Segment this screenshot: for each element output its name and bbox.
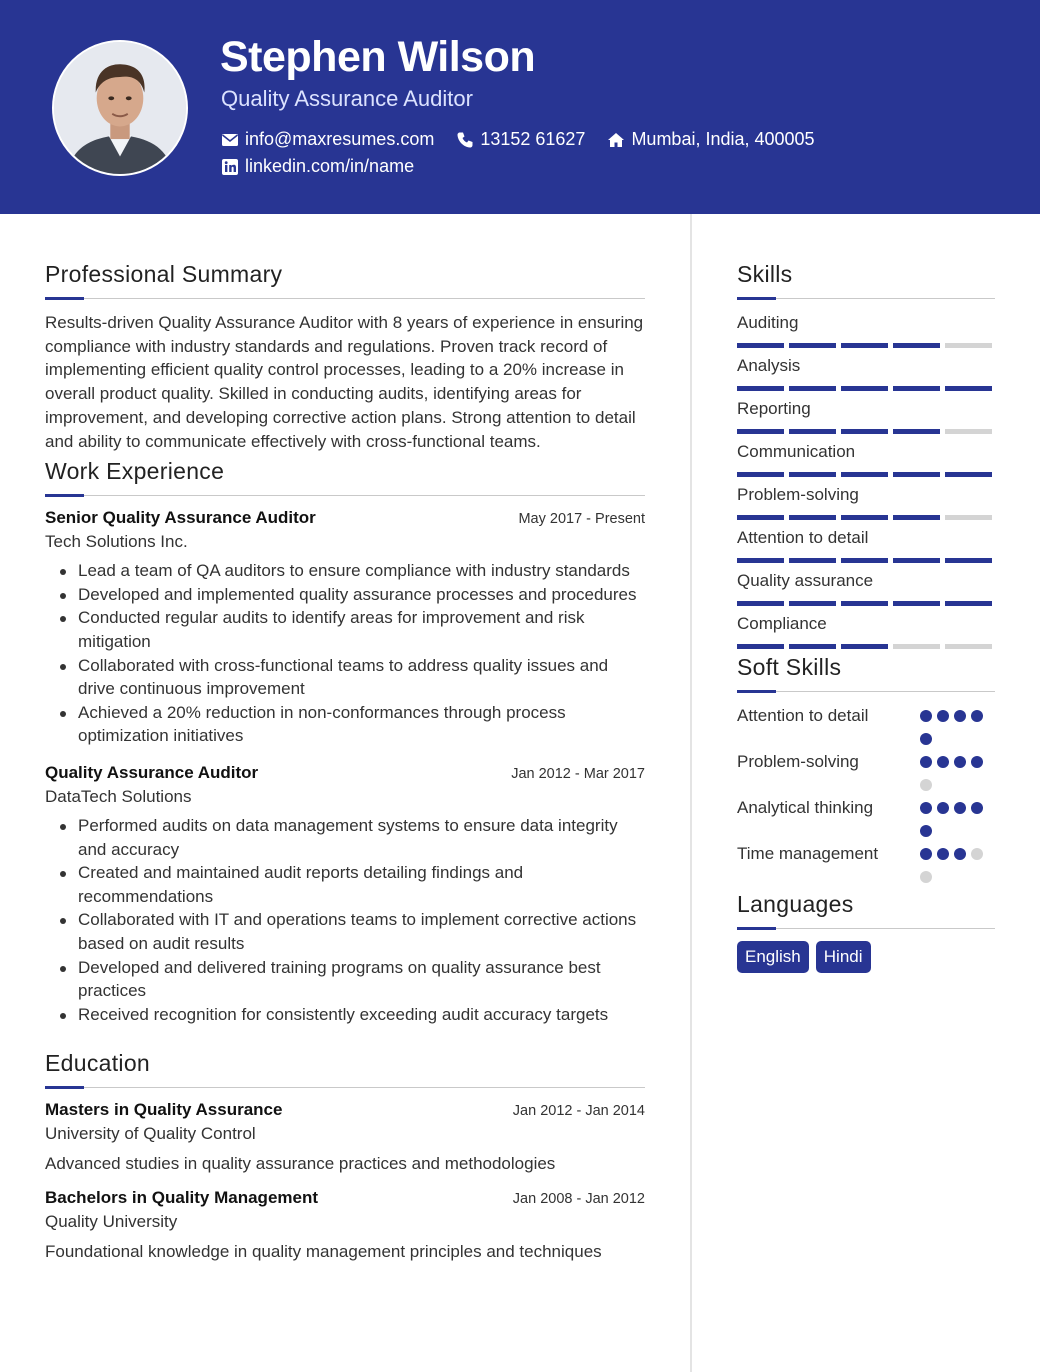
education-header (45, 1188, 645, 1208)
job-bullets (45, 559, 645, 748)
linkedin-text: linkedin.com/in/name (245, 156, 415, 176)
skill-level-segment (893, 515, 940, 520)
side-column (737, 258, 995, 973)
school-name: University of Quality Control (45, 1124, 256, 1144)
column-divider (690, 214, 692, 1372)
job-dates: May 2017 - Present (518, 511, 645, 528)
soft-skill-rating (920, 704, 995, 745)
rating-dot (937, 710, 949, 722)
job-company: Tech Solutions Inc. (45, 532, 188, 552)
bullet-item: Developed and implemented quality assurance processes and procedures (45, 583, 645, 607)
contact-phone[interactable] (456, 129, 585, 150)
skill-level-segment (789, 343, 836, 348)
skill-level-segment (737, 386, 784, 391)
rating-dot (954, 710, 966, 722)
contact-row-2 (221, 156, 414, 177)
skill-level-segment (893, 601, 940, 606)
candidate-title: Quality Assurance Auditor (221, 86, 473, 111)
bullet-item: Lead a team of QA auditors to ensure compliance with industry standards (45, 559, 645, 583)
skill-name: Quality assurance (737, 571, 874, 590)
skill-item (737, 612, 995, 655)
skill-item (737, 483, 995, 526)
rating-dot (954, 802, 966, 814)
language-list (737, 941, 995, 973)
skill-level-bar (737, 558, 995, 563)
skill-level-segment (737, 558, 784, 563)
location-text: Mumbai, India, 400005 (631, 129, 815, 149)
bullet-item: Collaborated with IT and operations teams to implement corrective actions based on audit results (45, 908, 645, 955)
job-title: Senior Quality Assurance Auditor (45, 508, 316, 528)
section-title: Professional Summary (45, 261, 283, 287)
bullet-item: Developed and delivered training programs on quality assurance best practices (45, 956, 645, 1003)
skill-level-segment (945, 644, 992, 649)
soft-skill-item (737, 750, 995, 791)
education-entry (45, 1188, 645, 1264)
skill-level-segment (841, 644, 888, 649)
skill-level-segment (789, 601, 836, 606)
section-rule (737, 690, 995, 693)
skill-level-segment (789, 386, 836, 391)
education-header (45, 1100, 645, 1120)
skill-level-segment (789, 644, 836, 649)
education-description: Advanced studies in quality assurance practices and methodologies (45, 1154, 556, 1174)
home-icon (607, 131, 625, 149)
skill-level-segment (893, 386, 940, 391)
soft-skill-item (737, 796, 995, 837)
education-dates: Jan 2012 - Jan 2014 (512, 1103, 645, 1120)
degree-title: Masters in Quality Assurance (45, 1100, 283, 1120)
resume-header (0, 0, 1040, 214)
phone-text: 13152 61627 (480, 129, 586, 149)
skill-level-segment (841, 472, 888, 477)
job-header (45, 508, 645, 528)
soft-skill-list (737, 704, 995, 883)
soft-skill-name: Attention to detail (737, 706, 869, 725)
education-dates: Jan 2008 - Jan 2012 (512, 1191, 645, 1208)
bullet-item: Collaborated with cross-functional teams to address quality issues and drive continuous improvement (45, 654, 645, 701)
bullet-item: Achieved a 20% reduction in non-conformances through process optimization initiatives (45, 701, 645, 748)
rating-dot (937, 848, 949, 860)
rating-dot (920, 871, 932, 883)
job-dates: Jan 2012 - Mar 2017 (511, 765, 645, 782)
skill-name: Compliance (737, 614, 827, 633)
summary-text: Results-driven Quality Assurance Auditor with 8 years of experience in ensuring compliance with industry standards and regulations. Proven track record of implementing efficient quality control processes, leading to a 20% increase in overall product quality. Skilled in conducting audits, identifying areas for improvement, and developing corrective action plans. Strong attention to detail and ability to communicate effectively with cross-functional teams. (45, 313, 644, 451)
language-badge: Hindi (816, 941, 871, 973)
skill-name: Auditing (737, 313, 799, 332)
soft-skills-section (737, 651, 995, 883)
skill-level-segment (945, 515, 992, 520)
skill-name: Reporting (737, 399, 811, 418)
skill-level-segment (737, 515, 784, 520)
education-section (45, 1047, 645, 1264)
skill-level-segment (841, 515, 888, 520)
skills-section (737, 258, 995, 655)
soft-skill-item (737, 842, 995, 883)
rating-dot (920, 756, 932, 768)
skill-level-segment (789, 558, 836, 563)
rating-dot (920, 825, 932, 837)
skill-item (737, 526, 995, 569)
soft-skill-item (737, 704, 995, 745)
avatar (52, 40, 188, 176)
education-description: Foundational knowledge in quality management principles and techniques (45, 1242, 602, 1262)
rating-dot (920, 733, 932, 745)
soft-skill-name: Time management (737, 844, 879, 863)
main-column (45, 258, 645, 1276)
skill-name: Problem-solving (737, 485, 859, 504)
rating-dot (937, 802, 949, 814)
languages-section (737, 888, 995, 973)
soft-skill-rating (920, 842, 995, 883)
job-title: Quality Assurance Auditor (45, 762, 259, 782)
skill-level-bar (737, 601, 995, 606)
skill-name: Communication (737, 442, 856, 461)
rating-dot (920, 710, 932, 722)
rating-dot (971, 802, 983, 814)
skill-level-segment (945, 386, 992, 391)
skill-item (737, 440, 995, 483)
skill-level-segment (789, 515, 836, 520)
email-text: info@maxresumes.com (245, 129, 435, 149)
skill-level-bar (737, 386, 995, 391)
skill-level-bar (737, 429, 995, 434)
contact-linkedin[interactable] (221, 156, 414, 177)
skill-level-segment (893, 429, 940, 434)
linkedin-icon (221, 158, 239, 176)
skill-level-segment (893, 343, 940, 348)
rating-dot (971, 848, 983, 860)
rating-dot (920, 779, 932, 791)
soft-skill-name: Problem-solving (737, 752, 859, 771)
section-title: Work Experience (45, 458, 225, 485)
skill-level-segment (893, 472, 940, 477)
education-list (45, 1100, 645, 1264)
skill-level-segment (737, 343, 784, 348)
section-title: Soft Skills (737, 654, 842, 680)
bullet-item: Conducted regular audits to identify areas for improvement and risk mitigation (45, 606, 645, 653)
section-rule (45, 1086, 645, 1089)
skill-level-segment (841, 429, 888, 434)
envelope-icon (221, 131, 239, 149)
skill-name: Attention to detail (737, 528, 869, 547)
phone-icon (456, 131, 474, 149)
skill-level-segment (789, 429, 836, 434)
skill-item (737, 569, 995, 612)
section-title: Languages (737, 891, 854, 917)
school-name: Quality University (45, 1212, 178, 1232)
section-rule (45, 297, 645, 300)
soft-skill-rating (920, 750, 995, 791)
skill-level-bar (737, 343, 995, 348)
skill-item (737, 397, 995, 440)
rating-dot (971, 756, 983, 768)
job-company: DataTech Solutions (45, 786, 192, 806)
skill-level-segment (841, 601, 888, 606)
section-rule (737, 297, 995, 300)
skill-level-segment (737, 429, 784, 434)
section-title: Education (45, 1050, 150, 1077)
rating-dot (937, 756, 949, 768)
job-bullets (45, 814, 645, 1026)
skill-level-segment (737, 472, 784, 477)
section-title: Skills (737, 261, 793, 287)
rating-dot (954, 756, 966, 768)
rating-dot (920, 802, 932, 814)
skill-level-segment (737, 601, 784, 606)
skill-level-segment (789, 472, 836, 477)
soft-skill-rating (920, 796, 995, 837)
language-badge: English (737, 941, 809, 973)
rating-dot (971, 710, 983, 722)
skill-level-segment (841, 343, 888, 348)
rating-dot (954, 848, 966, 860)
contact-location (607, 129, 814, 150)
skill-item (737, 311, 995, 354)
skill-name: Analysis (737, 356, 801, 375)
skill-level-segment (945, 472, 992, 477)
job-list (45, 508, 645, 1026)
skill-level-segment (893, 644, 940, 649)
skill-item (737, 354, 995, 397)
rating-dot (920, 848, 932, 860)
profile-photo-icon (54, 42, 186, 174)
skill-level-segment (841, 386, 888, 391)
bullet-item: Created and maintained audit reports detailing findings and recommendations (45, 861, 645, 908)
job-entry (45, 508, 645, 748)
skill-level-segment (893, 558, 940, 563)
skill-level-segment (945, 343, 992, 348)
bullet-item: Performed audits on data management systems to ensure data integrity and accuracy (45, 814, 645, 861)
bullet-item: Received recognition for consistently exceeding audit accuracy targets (45, 1003, 645, 1027)
contact-email[interactable] (221, 129, 434, 150)
job-header (45, 763, 645, 783)
skill-level-bar (737, 472, 995, 477)
skill-level-bar (737, 515, 995, 520)
skill-level-segment (945, 601, 992, 606)
summary-section (45, 258, 645, 453)
experience-section (45, 455, 645, 1026)
skill-level-segment (945, 429, 992, 434)
skill-level-segment (945, 558, 992, 563)
candidate-name: Stephen Wilson (220, 33, 536, 81)
skill-list (737, 311, 995, 655)
job-entry (45, 763, 645, 1026)
degree-title: Bachelors in Quality Management (45, 1188, 319, 1208)
soft-skill-name: Analytical thinking (737, 798, 874, 817)
section-rule (45, 494, 645, 497)
skill-level-bar (737, 644, 995, 649)
section-rule (737, 927, 995, 930)
skill-level-segment (841, 558, 888, 563)
education-entry (45, 1100, 645, 1176)
skill-level-segment (737, 644, 784, 649)
contact-row (221, 129, 815, 150)
